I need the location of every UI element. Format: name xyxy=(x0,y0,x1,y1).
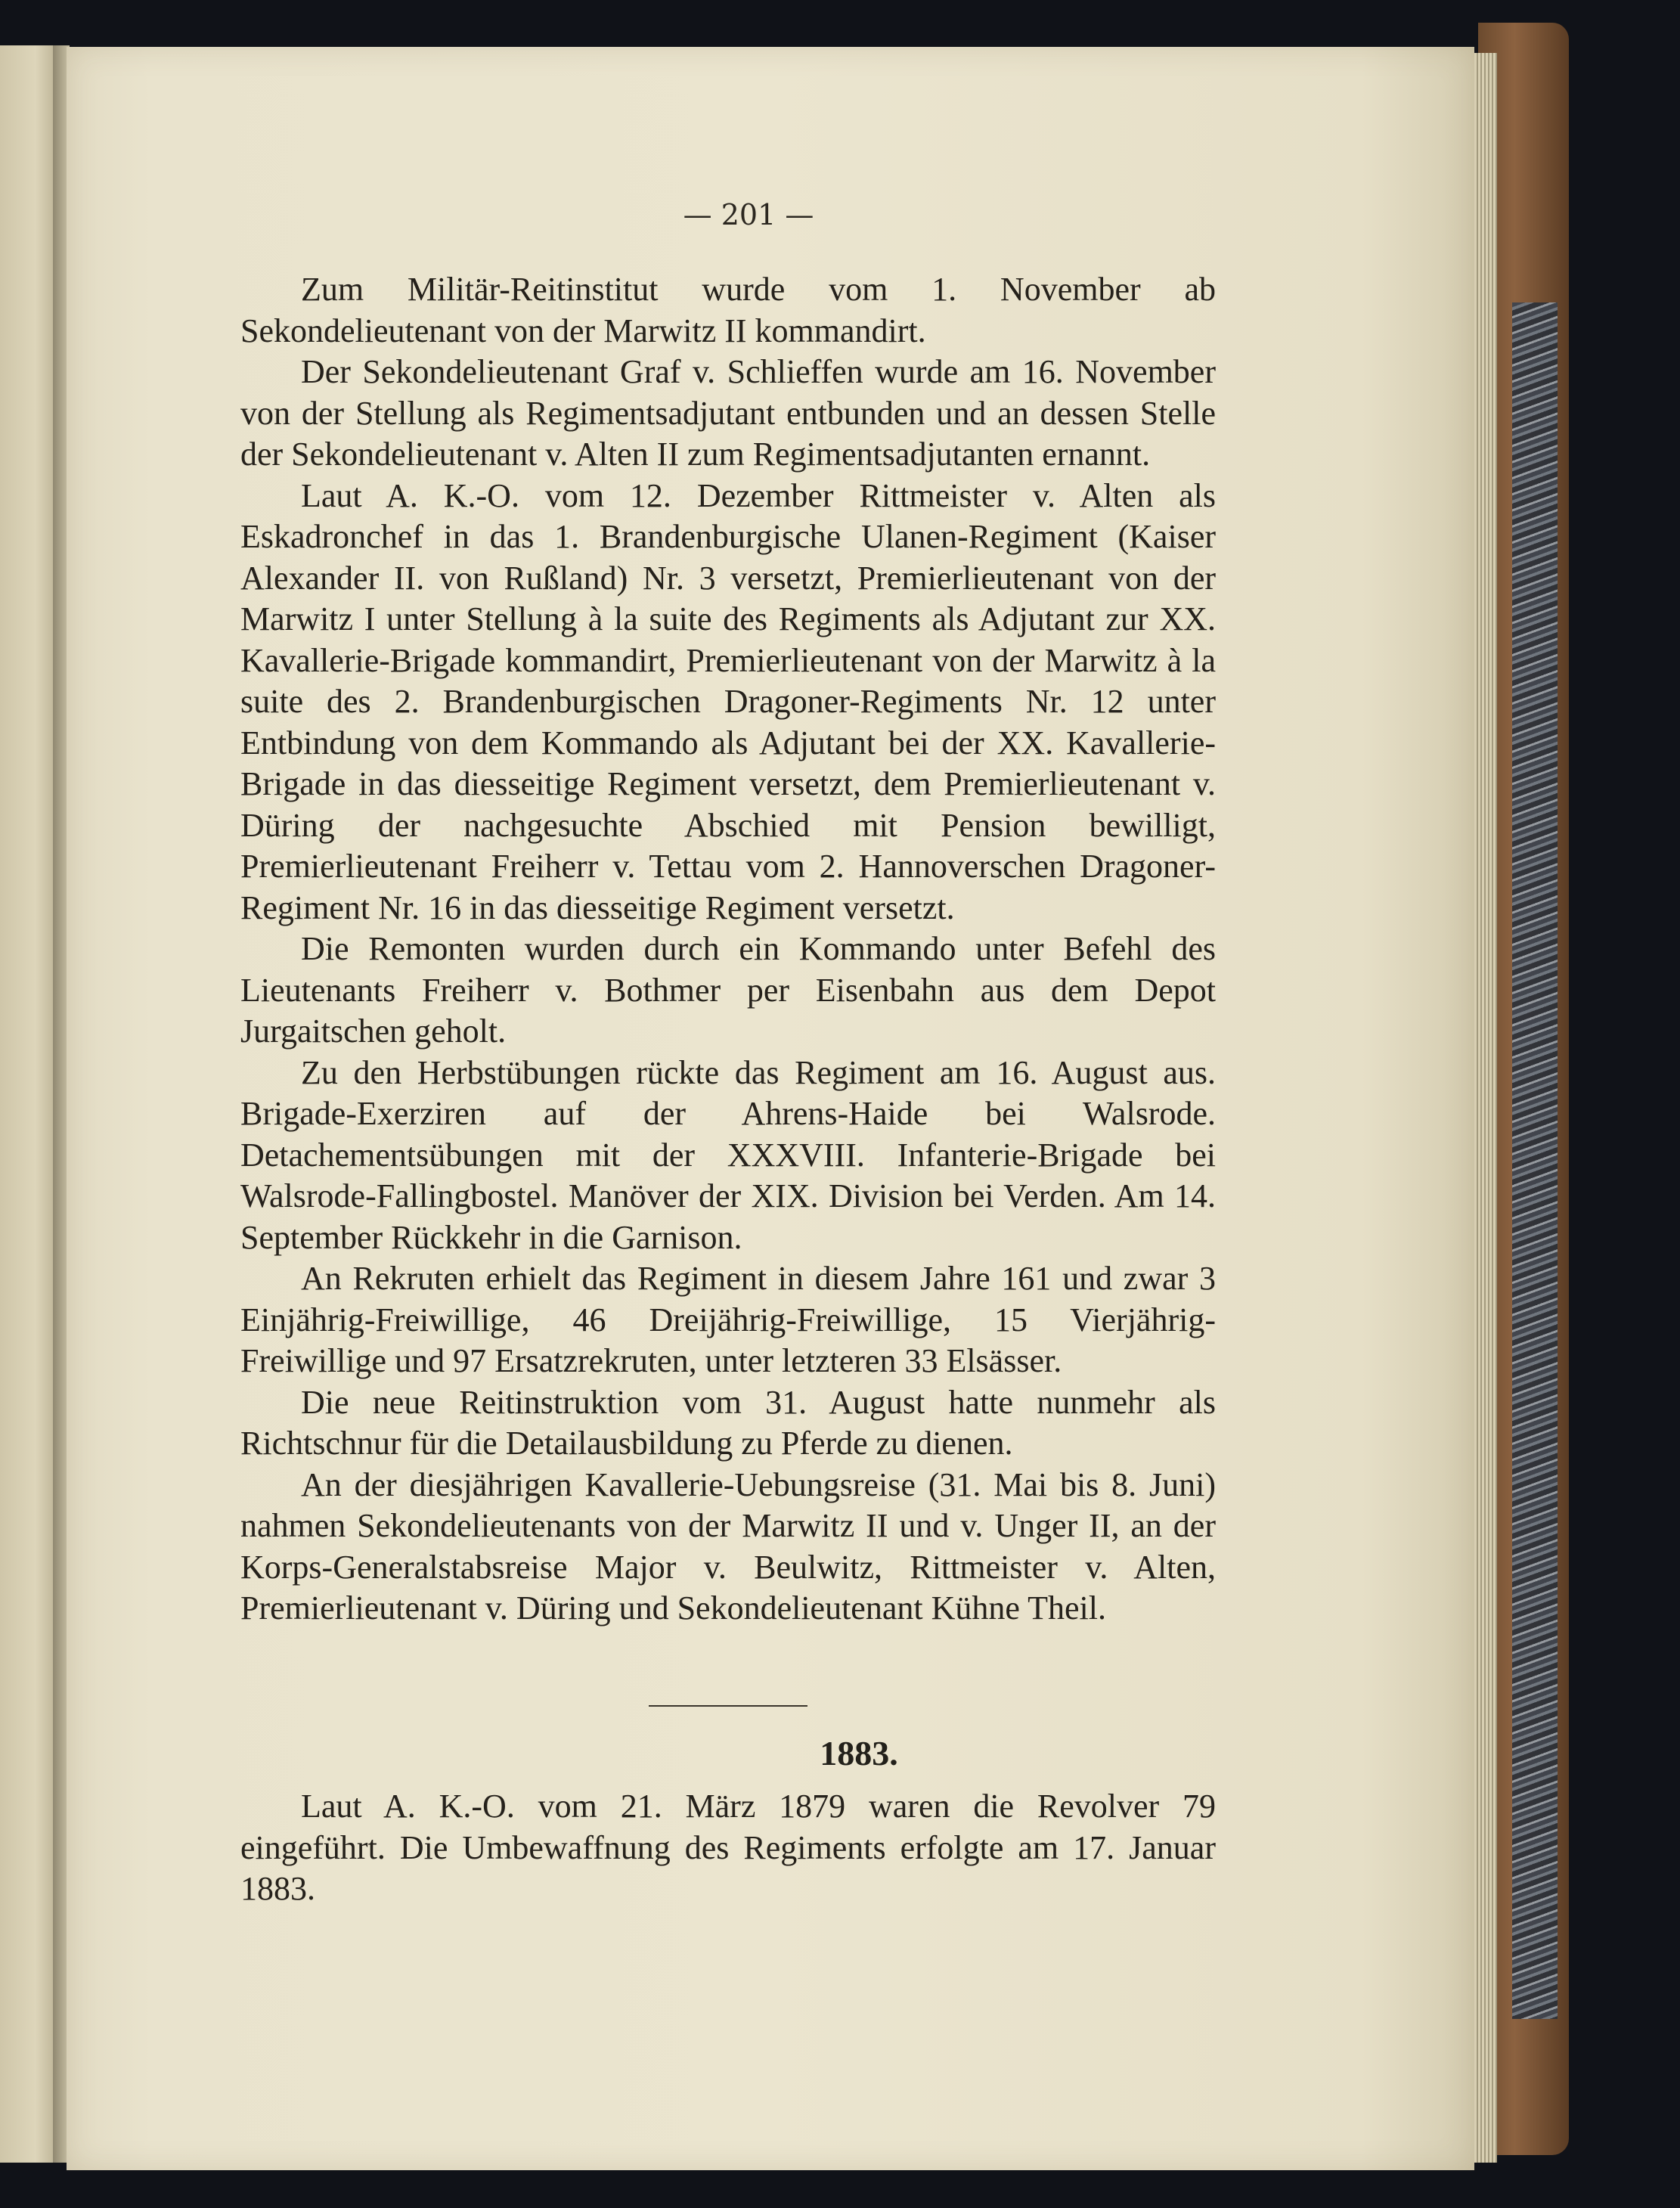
paragraph: An der diesjährigen Kavallerie-Uebungsreise (31. Mai bis 8. Juni) nahmen Sekondelieutenants von der Marwitz II und v. Unger II, an der Korps-Generalstabsreise Major v. Beulwitz, Rittmeister v. Alten, Premierlieutenant v. Düring und Sekondelieutenant Kühne Theil. xyxy=(240,1465,1216,1627)
section-divider xyxy=(649,1705,807,1707)
section-heading: 1883. xyxy=(820,1734,898,1772)
left-page-edge xyxy=(0,45,59,2163)
page-number: — 201 — xyxy=(683,198,814,231)
section-body-text xyxy=(240,1786,1216,1910)
paragraph: Laut A. K.-O. vom 21. März 1879 waren die Revolver 79 eingeführt. Die Umbewaffnung des Regiments erfolgte am 17. Januar 1883. xyxy=(240,1788,1216,1907)
paragraph: Die Remonten wurden durch ein Kommando unter Befehl des Lieutenants Freiherr v. Bothmer per Eisenbahn aus dem Depot Jurgaitschen geholt. xyxy=(240,930,1216,1050)
paragraph: Laut A. K.-O. vom 12. Dezember Rittmeister v. Alten als Eskadronchef in das 1. Brandenburgische Ulanen-Regiment (Kaiser Alexander II. von Rußland) Nr. 3 versetzt, Premierlieutenant von der Marwitz I unter Stellung à la suite des Regiments als Adjutant zur XX. Kavallerie-Brigade kommandirt, Premierlieutenant von der Marwitz à la suite des 2. Brandenburgischen Dragoner-Regiments Nr. 12 unter Entbindung von dem Kommando als Adjutant bei der XX. Kavallerie-Brigade in das diesseitige Regiment versetzt, dem Premierlieutenant v. Düring der nachgesuchte Abschied mit Pension bewilligt, Premierlieutenant Freiherr v. Tettau vom 2. Hannoverschen Dragoner-Regiment Nr. 16 in das diesseitige Regiment versetzt. xyxy=(240,476,1216,926)
paragraph: Zu den Herbstübungen rückte das Regiment am 16. August aus. Brigade-Exerziren auf der Ahrens-Haide bei Walsrode. Detachementsübungen mit der XXXVIII. Infanterie-Brigade bei Walsrode-Fallingbostel. Manöver der XIX. Division bei Verden. Am 14. September Rückkehr in die Garnison. xyxy=(240,1053,1216,1256)
body-text xyxy=(240,269,1216,1630)
paragraph: An Rekruten erhielt das Regiment in diesem Jahre 161 und zwar 3 Einjährig-Freiwillige, 46 Dreijährig-Freiwillige, 15 Vierjährig-Freiwillige und 97 Ersatzrekruten, unter letzteren 33 Elsässer. xyxy=(240,1260,1216,1379)
paragraph: Zum Militär-Reitinstitut wurde vom 1. November ab Sekondelieutenant von der Marwitz II kommandirt. xyxy=(240,271,1216,349)
paragraph: Die neue Reitinstruktion vom 31. August hatte nunmehr als Richtschnur für die Detailausbildung zu Pferde zu dienen. xyxy=(240,1383,1216,1462)
paragraph: Der Sekondelieutenant Graf v. Schlieffen wurde am 16. November von der Stellung als Regimentsadjutant entbunden und an dessen Stelle der Sekondelieutenant v. Alten II zum Regimentsadjutanten ernannt. xyxy=(240,353,1216,473)
